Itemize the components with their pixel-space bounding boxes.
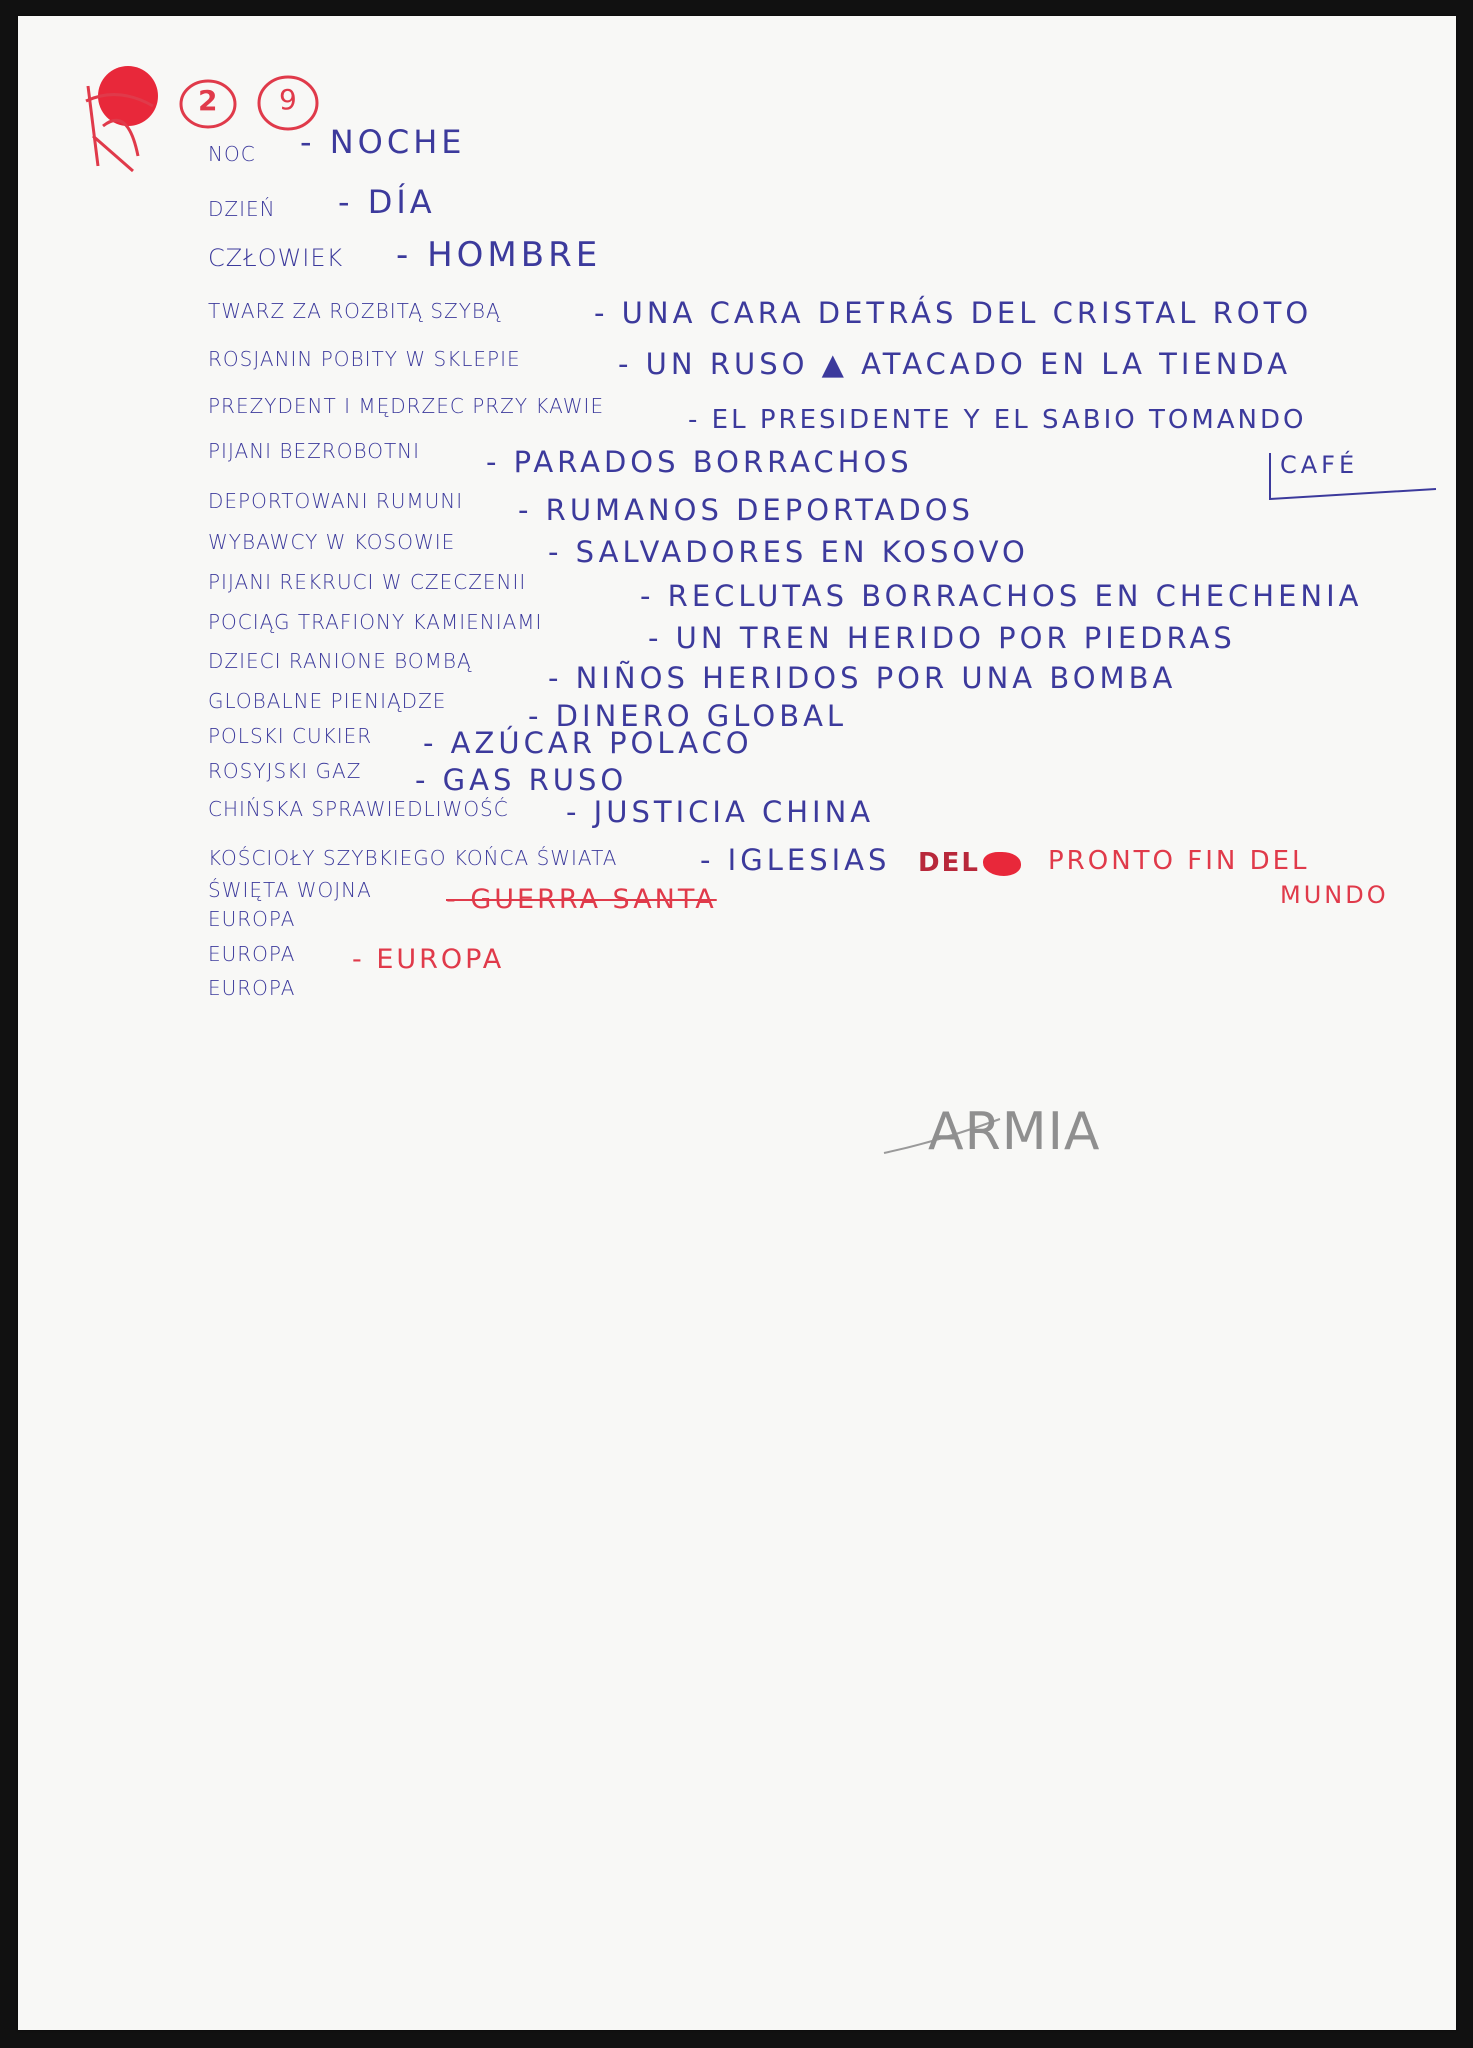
polish-term: ŚWIĘTA WOJNA: [208, 878, 372, 902]
polish-term: PIJANI BEZROBOTNI: [208, 439, 421, 463]
cafe-continuation: CAFÉ: [1280, 451, 1359, 479]
spanish-term: - SALVADORES EN KOSOVO: [548, 535, 1029, 569]
mundo-continuation: MUNDO: [1280, 881, 1389, 909]
red-marks: [58, 46, 378, 196]
polish-term: POLSKI CUKIER: [208, 724, 373, 748]
pencil-note: ARMIA: [928, 1102, 1101, 1162]
polish-term: CZŁOWIEK: [208, 244, 344, 272]
spanish-term: - RECLUTAS BORRACHOS EN CHECHENIA: [640, 579, 1363, 613]
spanish-term: - GAS RUSO: [415, 763, 628, 797]
polish-term: PIJANI REKRUCI W CZECZENII: [208, 570, 527, 594]
polish-term: KOŚCIOŁY SZYBKIEGO KOŃCA ŚWIATA: [208, 846, 618, 870]
circled-number-9: 9: [279, 83, 297, 116]
document-page: [18, 16, 1456, 2030]
spanish-term: - EL PRESIDENTE Y EL SABIO TOMANDO: [688, 405, 1307, 435]
spanish-term: - JUSTICIA CHINA: [566, 795, 875, 829]
spanish-term: - EUROPA: [352, 944, 505, 975]
polish-term: WYBAWCY W KOSOWIE: [208, 530, 456, 554]
spanish-term: - RUMANOS DEPORTADOS: [518, 493, 974, 527]
spanish-term: - IGLESIAS: [700, 843, 891, 877]
polish-term: CHIŃSKA SPRAWIEDLIWOŚĆ: [208, 797, 509, 821]
polish-term: NOC: [208, 142, 256, 166]
polish-term: DZIECI RANIONE BOMBĄ: [208, 649, 472, 673]
spanish-term: - PARADOS BORRACHOS: [486, 445, 913, 479]
polish-term: EUROPA: [208, 907, 296, 931]
spanish-term: - UN TREN HERIDO POR PIEDRAS: [648, 621, 1236, 655]
spanish-term: - UN RUSO ▲ ATACADO EN LA TIENDA: [618, 347, 1292, 381]
polish-term: POCIĄG TRAFIONY KAMIENIAMI: [208, 610, 543, 634]
del-word: DEL: [918, 848, 980, 878]
polish-term: EUROPA: [208, 942, 296, 966]
polish-term: DZIEŃ: [208, 197, 276, 221]
spanish-term: - UNA CARA DETRÁS DEL CRISTAL ROTO: [594, 296, 1313, 330]
polish-term: GLOBALNE PIENIĄDZE: [208, 689, 447, 713]
circled-number-2: 2: [198, 84, 218, 117]
spanish-term: - HOMBRE: [396, 235, 602, 275]
red-ink-blot-mark: [86, 66, 158, 171]
spanish-term: - NOCHE: [300, 123, 466, 161]
polish-term: PREZYDENT I MĘDRZEC PRZY KAWIE: [208, 394, 605, 418]
spanish-term: - DÍA: [338, 183, 436, 221]
spanish-term: - GUERRA SANTA: [446, 884, 717, 915]
polish-term: EUROPA: [208, 976, 296, 1000]
scribble-blot: [983, 852, 1021, 876]
polish-term: TWARZ ZA ROZBITĄ SZYBĄ: [208, 299, 501, 323]
spanish-term: - AZÚCAR POLACO: [423, 726, 753, 760]
spanish-term: - DINERO GLOBAL: [528, 699, 848, 733]
polish-term: DEPORTOWANI RUMUNI: [208, 489, 464, 513]
spanish-term: - NIÑOS HERIDOS POR UNA BOMBA: [548, 661, 1177, 695]
polish-term: ROSYJSKI GAZ: [208, 759, 362, 783]
iglesias-continuation: PRONTO FIN DEL: [1048, 846, 1310, 876]
polish-term: ROSJANIN POBITY W SKLEPIE: [208, 347, 521, 371]
